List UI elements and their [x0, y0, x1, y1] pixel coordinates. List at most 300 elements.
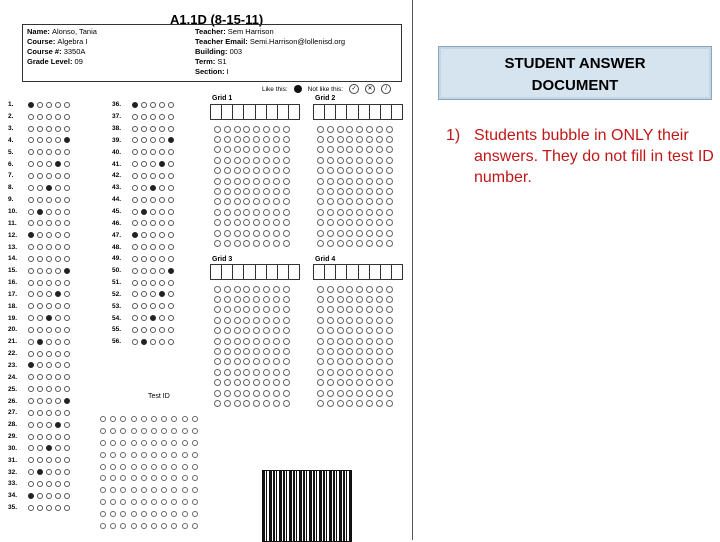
grid-bubble [273, 126, 280, 133]
grid-bubble [376, 146, 383, 153]
grid-bubble [263, 136, 270, 143]
answer-bubble [150, 114, 156, 120]
grid-bubble [214, 348, 221, 355]
grid-bubble [224, 178, 231, 185]
grid-bubble-row [214, 124, 292, 134]
test-id-bubble [141, 511, 147, 517]
grid-bubble-row [214, 315, 292, 325]
answer-bubble [150, 315, 156, 321]
test-id-bubble-row [100, 520, 202, 532]
grid-bubble [337, 219, 344, 226]
grid-bubble [376, 400, 383, 407]
grid-bubble [327, 178, 334, 185]
grid-bubble-row [317, 398, 395, 408]
test-id-bubble [171, 416, 177, 422]
grid-bubble [253, 358, 260, 365]
answer-bubble [55, 339, 61, 345]
answer-bubble [150, 291, 156, 297]
answer-bubble [46, 102, 52, 108]
answer-bubble [37, 280, 43, 286]
grid-bubble-row [214, 305, 292, 315]
grid-bubble [337, 136, 344, 143]
answer-bubble [132, 149, 138, 155]
answer-bubble [55, 197, 61, 203]
question-number: 42. [112, 172, 122, 180]
answer-row [112, 111, 177, 123]
answer-bubble [28, 493, 34, 499]
grid-bubble-row [214, 176, 292, 186]
grid-bubble [283, 400, 290, 407]
question-number: 8. [8, 184, 14, 192]
test-id-bubble [161, 452, 167, 458]
grid-4-label: Grid 4 [315, 256, 336, 263]
grid-bubble [243, 348, 250, 355]
answer-bubble [159, 149, 165, 155]
filled-bubble-icon [294, 85, 302, 93]
grid-bubble [214, 286, 221, 293]
test-id-bubble [110, 440, 116, 446]
answer-bubble [168, 339, 174, 345]
grid-bubble [346, 167, 353, 174]
answer-bubble [132, 339, 138, 345]
grid-bubble [337, 327, 344, 334]
test-id-bubble-row [100, 413, 202, 425]
answer-bubble [37, 505, 43, 511]
grid-bubble [283, 327, 290, 334]
grid-bubble [376, 358, 383, 365]
grid-bubble [327, 157, 334, 164]
test-id-bubble-row [100, 449, 202, 461]
test-id-label: Test ID [148, 393, 170, 400]
test-id-bubble [120, 487, 126, 493]
answer-row [112, 158, 177, 170]
answer-bubble [37, 102, 43, 108]
test-id-bubble [141, 464, 147, 470]
grid-bubble [337, 348, 344, 355]
sheet-title: A1.1D (8-15-11) [170, 12, 264, 27]
answer-bubble [64, 493, 70, 499]
grid-bubble [366, 230, 373, 237]
answer-bubble [46, 173, 52, 179]
grid-bubble [253, 240, 260, 247]
answer-bubble [168, 220, 174, 226]
question-number: 4. [8, 136, 14, 144]
answer-bubble [132, 232, 138, 238]
grid-bubble [366, 157, 373, 164]
answer-bubble [37, 232, 43, 238]
answer-bubble [168, 244, 174, 250]
answer-bubble [46, 386, 52, 392]
info-line [27, 47, 97, 57]
answer-bubble [141, 209, 147, 215]
question-number: 27. [8, 409, 18, 417]
answer-row [112, 182, 177, 194]
answer-bubble [132, 185, 138, 191]
grid-bubble [234, 146, 241, 153]
grid-bubble [327, 379, 334, 386]
grid-bubble [253, 400, 260, 407]
answer-bubble [132, 161, 138, 167]
test-id-bubble [182, 523, 188, 529]
grid-bubble [224, 146, 231, 153]
answer-bubble [55, 434, 61, 440]
answer-bubble [28, 185, 34, 191]
grid-bubble [366, 317, 373, 324]
answer-bubble [46, 126, 52, 132]
answer-row [8, 407, 73, 419]
grid-bubble [283, 209, 290, 216]
grid-bubble [386, 188, 393, 195]
grid-bubble [356, 209, 363, 216]
test-id-bubble [192, 464, 198, 470]
answer-bubble [64, 268, 70, 274]
grid-bubble-row [317, 218, 395, 228]
grid-bubble [346, 146, 353, 153]
grid-bubble [386, 379, 393, 386]
info-line [195, 67, 345, 77]
grid-bubble [356, 188, 363, 195]
answer-row [112, 135, 177, 147]
grid-bubble [283, 146, 290, 153]
answer-bubble [64, 386, 70, 392]
grid-bubble-row [317, 305, 395, 315]
grid-bubble [317, 317, 324, 324]
test-id-bubble [120, 511, 126, 517]
grid-bubble [273, 188, 280, 195]
answer-bubble [55, 422, 61, 428]
grid-bubble [283, 296, 290, 303]
answer-bubble [37, 173, 43, 179]
grid-bubble [327, 369, 334, 376]
grid-bubble [263, 400, 270, 407]
grid-bubble [263, 317, 270, 324]
info-line [195, 37, 345, 47]
grid-bubble [273, 400, 280, 407]
answer-bubble [46, 232, 52, 238]
answer-row [112, 336, 177, 348]
grid-bubble [317, 348, 324, 355]
test-id-bubble [151, 487, 157, 493]
test-id-bubble-row [100, 496, 202, 508]
test-id-bubble [171, 475, 177, 481]
grid-bubble [317, 369, 324, 376]
grid-bubble-row [317, 346, 395, 356]
question-number: 38. [112, 125, 122, 133]
test-id-bubble [192, 499, 198, 505]
grid-bubble [283, 136, 290, 143]
answer-bubble [132, 303, 138, 309]
answer-bubble [168, 327, 174, 333]
slide-title-line-2: DOCUMENT [531, 77, 619, 94]
grid-bubble [263, 157, 270, 164]
answer-bubble [141, 291, 147, 297]
grid-bubble [317, 390, 324, 397]
grid-bubble [317, 338, 324, 345]
test-id-bubble [131, 464, 137, 470]
answer-bubble [168, 209, 174, 215]
test-id-bubble [192, 487, 198, 493]
test-id-bubble [161, 475, 167, 481]
grid-bubble [263, 146, 270, 153]
test-id-bubble-row [100, 425, 202, 437]
grid-bubble-row [214, 197, 292, 207]
answer-bubble [150, 339, 156, 345]
question-number: 36. [112, 101, 122, 109]
grid-bubble [366, 358, 373, 365]
grid-bubble [346, 369, 353, 376]
grid-bubble [317, 178, 324, 185]
question-number: 1. [8, 101, 14, 109]
grid-bubble [356, 400, 363, 407]
grid-bubble [366, 146, 373, 153]
answer-bubble [168, 185, 174, 191]
answer-bubble [46, 374, 52, 380]
grid-bubble [253, 126, 260, 133]
grid-bubble-row [214, 388, 292, 398]
grid-bubble [337, 390, 344, 397]
answer-bubble [28, 114, 34, 120]
answer-bubble [46, 303, 52, 309]
answer-bubble [37, 362, 43, 368]
grid-bubble [234, 369, 241, 376]
note-number: 1) [446, 127, 461, 144]
answer-row [8, 324, 73, 336]
grid-1-label: Grid 1 [212, 95, 233, 102]
grid-bubble [376, 348, 383, 355]
answer-bubble [64, 137, 70, 143]
grid-bubble [224, 369, 231, 376]
answer-row [8, 431, 73, 443]
answer-bubble [28, 137, 34, 143]
grid-bubble-row [214, 346, 292, 356]
grid-bubble [366, 286, 373, 293]
grid-bubble [224, 296, 231, 303]
test-id-bubble [141, 487, 147, 493]
question-number: 50. [112, 267, 122, 275]
grid-bubble [214, 296, 221, 303]
answer-bubble [132, 114, 138, 120]
answer-bubble [37, 126, 43, 132]
grid-bubble [253, 296, 260, 303]
grid-bubble [376, 317, 383, 324]
test-id-bubble [120, 452, 126, 458]
grid-bubble [214, 178, 221, 185]
grid-bubble [376, 327, 383, 334]
answer-bubble [132, 209, 138, 215]
grid-bubble [214, 209, 221, 216]
answer-row [8, 289, 73, 301]
answer-bubble [64, 197, 70, 203]
grid-bubble [283, 230, 290, 237]
answer-bubble [64, 209, 70, 215]
answer-row [112, 253, 177, 265]
test-id-bubble [182, 440, 188, 446]
answer-bubble [150, 232, 156, 238]
grid-bubble [214, 146, 221, 153]
grid-bubble [337, 167, 344, 174]
answer-bubble [150, 126, 156, 132]
grid-bubble [337, 146, 344, 153]
grid-bubble [317, 286, 324, 293]
grid-bubble [356, 240, 363, 247]
question-number: 55. [112, 326, 122, 334]
info-line [195, 57, 345, 67]
test-id-bubble [120, 440, 126, 446]
answer-bubble [55, 114, 61, 120]
answer-bubble [28, 126, 34, 132]
test-id-bubble [100, 428, 106, 434]
grid-bubble [346, 358, 353, 365]
test-id-bubble [151, 416, 157, 422]
test-id-bubble [110, 452, 116, 458]
answer-bubble [55, 410, 61, 416]
grid-bubble [346, 296, 353, 303]
grid-bubble-row [214, 294, 292, 304]
grid-bubble-row [214, 145, 292, 155]
answer-bubble [64, 315, 70, 321]
answer-bubble [159, 114, 165, 120]
grid-bubble [273, 327, 280, 334]
answer-row [8, 478, 73, 490]
grid-bubble [346, 348, 353, 355]
grid-bubble [337, 198, 344, 205]
answer-bubble [159, 137, 165, 143]
test-id-bubble [131, 452, 137, 458]
question-number: 45. [112, 208, 122, 216]
grid-bubble [346, 400, 353, 407]
answer-bubble [55, 209, 61, 215]
grid-bubble [356, 369, 363, 376]
grid-bubble [283, 157, 290, 164]
answer-bubble [64, 362, 70, 368]
grid-bubble [253, 167, 260, 174]
grid-bubble [283, 240, 290, 247]
grid-bubble [224, 209, 231, 216]
grid-bubble [356, 198, 363, 205]
grid-bubble [234, 296, 241, 303]
question-number: 23. [8, 361, 18, 369]
answer-bubble [37, 410, 43, 416]
answer-row [8, 419, 73, 431]
grid-bubble [283, 348, 290, 355]
answer-row [8, 241, 73, 253]
grid-bubble [327, 358, 334, 365]
question-number: 56. [112, 338, 122, 346]
grid-bubble [376, 219, 383, 226]
answer-bubble [64, 303, 70, 309]
grid-bubble [376, 178, 383, 185]
grid-bubble [234, 136, 241, 143]
answer-bubble [28, 410, 34, 416]
answer-bubble [37, 185, 43, 191]
grid-bubble [214, 327, 221, 334]
answer-bubble [150, 327, 156, 333]
info-label: Term: [195, 57, 218, 66]
question-number: 32. [8, 468, 18, 476]
grid-bubble-row [317, 315, 395, 325]
grid-bubble-row [317, 166, 395, 176]
question-number: 18. [8, 302, 18, 310]
test-id-bubble [192, 475, 198, 481]
answer-row [8, 336, 73, 348]
grid-bubble [243, 286, 250, 293]
grid-bubble [224, 188, 231, 195]
grid-bubble [214, 136, 221, 143]
answer-bubble [64, 505, 70, 511]
answer-bubble [64, 280, 70, 286]
question-number: 41. [112, 160, 122, 168]
answer-bubble [55, 256, 61, 262]
grid-bubble [317, 219, 324, 226]
grid-bubble [224, 348, 231, 355]
grid-bubble [386, 230, 393, 237]
question-number: 16. [8, 279, 18, 287]
grid-bubble [273, 219, 280, 226]
grid-bubble [283, 126, 290, 133]
test-id-bubble [171, 511, 177, 517]
grid-bubble [263, 338, 270, 345]
answer-bubble [28, 280, 34, 286]
grid-bubble [283, 167, 290, 174]
grid-bubble [253, 327, 260, 334]
grid-bubble [253, 157, 260, 164]
test-id-bubble [182, 487, 188, 493]
grid-bubble [337, 126, 344, 133]
grid-bubble [214, 390, 221, 397]
answer-bubble [55, 457, 61, 463]
check-bubble-icon: ✓ [349, 84, 359, 94]
grid-bubble [273, 209, 280, 216]
grid-bubble [337, 306, 344, 313]
grid-bubble [273, 358, 280, 365]
instruction-note [446, 125, 716, 188]
info-value: Sem Harrison [227, 27, 274, 36]
grid-bubble-row [317, 207, 395, 217]
grid-bubble [356, 317, 363, 324]
answer-bubble [168, 303, 174, 309]
answer-row [8, 182, 73, 194]
answer-bubble [37, 493, 43, 499]
answer-bubble [28, 469, 34, 475]
answer-row [112, 99, 177, 111]
question-number: 13. [8, 243, 18, 251]
answer-bubble [168, 197, 174, 203]
test-id-bubble [141, 440, 147, 446]
answer-bubble [159, 268, 165, 274]
answer-bubble [150, 173, 156, 179]
answer-row [112, 289, 177, 301]
info-line [27, 57, 97, 67]
answer-bubble [37, 291, 43, 297]
grid-2-label: Grid 2 [315, 95, 336, 102]
grid-bubble [327, 306, 334, 313]
grid-bubble [376, 188, 383, 195]
grid-bubble [214, 167, 221, 174]
answer-bubble [64, 469, 70, 475]
answer-row [112, 170, 177, 182]
answer-row [8, 206, 73, 218]
grid-bubble-row [317, 134, 395, 144]
grid-bubble [253, 146, 260, 153]
grid-bubble [214, 369, 221, 376]
grid-bubble [366, 400, 373, 407]
answers-column-1 [8, 99, 73, 514]
grid-bubble [327, 317, 334, 324]
test-id-bubble [161, 428, 167, 434]
grid-bubble [376, 379, 383, 386]
grid-bubble-row [317, 367, 395, 377]
grid-bubble [366, 188, 373, 195]
